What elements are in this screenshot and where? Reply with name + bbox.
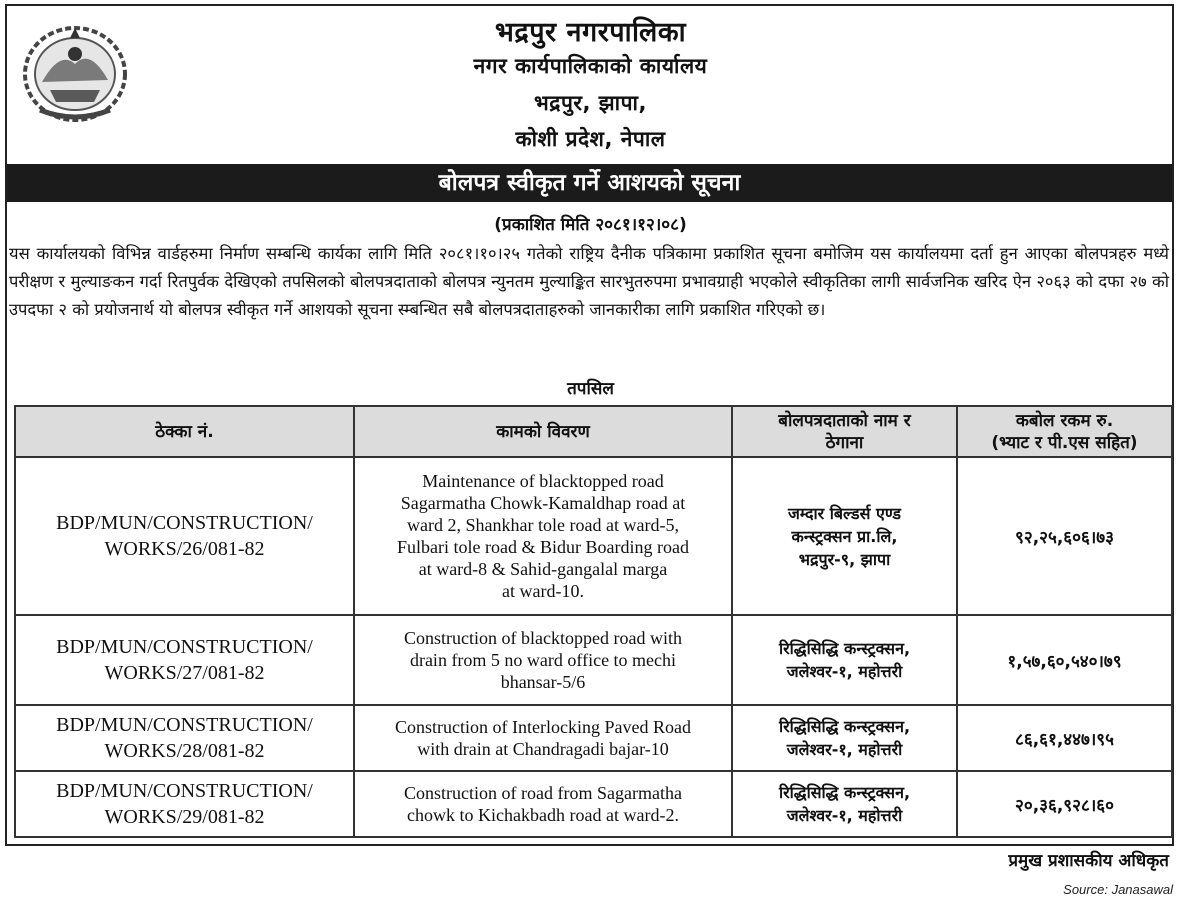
header-bidder: बोलपत्रदाताको नाम र ठेगाना bbox=[732, 406, 957, 457]
province-address: कोशी प्रदेश, नेपाल bbox=[515, 127, 666, 151]
office-name: भद्रपुर नगरपालिका bbox=[494, 17, 687, 48]
table-row bbox=[15, 771, 1172, 837]
contract-no-cell: BDP/MUN/CONSTRUCTION/ WORKS/26/081-82 bbox=[15, 457, 354, 615]
table-row bbox=[15, 705, 1172, 771]
table-row bbox=[15, 457, 1172, 615]
contract-no-cell: BDP/MUN/CONSTRUCTION/ WORKS/27/081-82 bbox=[15, 615, 354, 705]
header-amount: कबोल रकम रु. (भ्याट र पी.एस सहित) bbox=[957, 406, 1172, 457]
signatory: प्रमुख प्रशासकीय अधिकृत bbox=[1008, 851, 1169, 871]
contract-no-cell: BDP/MUN/CONSTRUCTION/ WORKS/29/081-82 bbox=[15, 771, 354, 837]
header-work-description: कामको विवरण bbox=[354, 406, 732, 457]
work-description-cell: Maintenance of blacktopped road Sagarmatha Chowk-Kamaldhap road at ward 2, Shankhar tole road at ward-5, Fulbari tole road & Bidur Boarding road at ward-8 & Sahid-gangalal marga at ward-10. bbox=[354, 457, 732, 615]
table-row bbox=[15, 615, 1172, 705]
council-office: नगर कार्यपालिकाको कार्यालय bbox=[473, 54, 708, 78]
header-contract-no: ठेक्का नं. bbox=[15, 406, 354, 457]
bidder-cell: रिद्धिसिद्धि कन्स्ट्रक्सन, जलेश्वर-१, महोत्तरी bbox=[732, 771, 957, 837]
source-credit: Source: Janasawal bbox=[1063, 882, 1173, 897]
contract-no-cell: BDP/MUN/CONSTRUCTION/ WORKS/28/081-82 bbox=[15, 705, 354, 771]
amount-cell: २०,३६,९२८।६० bbox=[957, 771, 1172, 837]
amount-cell: ८६,६१,४४७।९५ bbox=[957, 705, 1172, 771]
notice-body: यस कार्यालयको विभिन्न वार्डहरुमा निर्माण सम्बन्धि कार्यका लागि मिति २०८१।१०।२५ गतेको राष्ट्रिय दैनीक पत्रिकामा प्रकाशित सूचना बमोजिम यस कार्यालयमा दर्ता हुन आएका बोलपत्रहरु मध्ये परीक्षण र मुल्याङकन गर्दा रितपुर्वक देखिएको तपसिलको बोलपत्रदाताको बोलपत्र न्युनतम मुल्याङ्कित सारभुतरुपमा प्रभावग्राही भएकोले स्वीकृतिका लागी सार्वजनिक खरिद ऐन २०६३ को दफा २७ को उपदफा २ को प्रयोजनार्थ यो बोलपत्र स्वीकृत गर्ने आशयको सूचना स्म्बन्धित सबै बोलपत्रदाताहरुको जानकारीका लागि प्रकाशित गरिएको छ। bbox=[9, 244, 1169, 319]
notice-title: बोलपत्र स्वीकृत गर्ने आशयको सूचना bbox=[7, 164, 1172, 202]
published-date: (प्रकाशित मिति २०८१।१२।०८) bbox=[494, 215, 687, 235]
work-description-cell: Construction of blacktopped road with drain from 5 no ward office to mechi bhansar-5/6 bbox=[354, 615, 732, 705]
bid-table bbox=[14, 405, 1173, 838]
table-header-row bbox=[15, 406, 1172, 457]
bidder-cell: रिद्धिसिद्धि कन्स्ट्रक्सन, जलेश्वर-१, महोत्तरी bbox=[732, 615, 957, 705]
city-address: भद्रपुर, झापा, bbox=[534, 91, 647, 115]
schedule-label: तपसिल bbox=[567, 379, 614, 399]
work-description-cell: Construction of road from Sagarmatha chowk to Kichakbadh road at ward-2. bbox=[354, 771, 732, 837]
amount-cell: ९२,२५,६०६।७३ bbox=[957, 457, 1172, 615]
bidder-cell: जम्दार बिल्डर्स एण्ड कन्स्ट्रक्सन प्रा.लि, भद्रपुर-९, झापा bbox=[732, 457, 957, 615]
work-description-cell: Construction of Interlocking Paved Road with drain at Chandragadi bajar-10 bbox=[354, 705, 732, 771]
bidder-cell: रिद्धिसिद्धि कन्स्ट्रक्सन, जलेश्वर-१, महोत्तरी bbox=[732, 705, 957, 771]
amount-cell: १,५७,६०,५४०।७९ bbox=[957, 615, 1172, 705]
